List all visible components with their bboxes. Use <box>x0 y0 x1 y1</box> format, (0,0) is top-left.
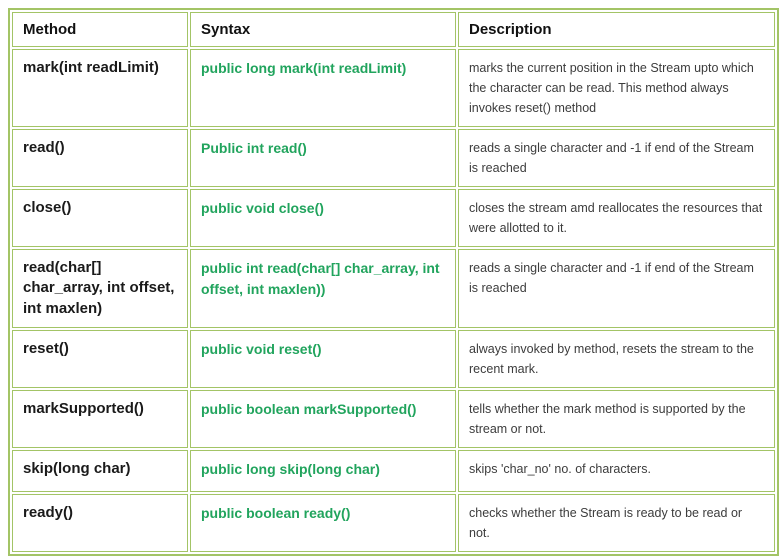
table-header-row <box>12 12 775 47</box>
table-row <box>12 494 775 552</box>
syntax-cell: public void close() <box>190 189 456 247</box>
method-cell: ready() <box>12 494 188 552</box>
table-row <box>12 390 775 448</box>
method-cell: skip(long char) <box>12 450 188 492</box>
description-cell: reads a single character and -1 if end of the Stream is reached <box>458 249 775 328</box>
description-cell: checks whether the Stream is ready to be read or not. <box>458 494 775 552</box>
description-cell: tells whether the mark method is supported by the stream or not. <box>458 390 775 448</box>
method-column-header: Method <box>12 12 188 47</box>
description-cell: reads a single character and -1 if end of the Stream is reached <box>458 129 775 187</box>
method-cell: markSupported() <box>12 390 188 448</box>
table-row <box>12 450 775 492</box>
description-cell: skips 'char_no' no. of characters. <box>458 450 775 492</box>
syntax-cell: public int read(char[] char_array, int offset, int maxlen)) <box>190 249 456 328</box>
table-row <box>12 249 775 328</box>
syntax-cell: public void reset() <box>190 330 456 388</box>
description-cell: closes the stream amd reallocates the resources that were allotted to it. <box>458 189 775 247</box>
syntax-cell: public long skip(long char) <box>190 450 456 492</box>
reader-methods-table <box>8 8 779 556</box>
table-row <box>12 189 775 247</box>
table-row <box>12 330 775 388</box>
method-cell: reset() <box>12 330 188 388</box>
table-row <box>12 49 775 127</box>
method-cell: read() <box>12 129 188 187</box>
syntax-cell: public boolean ready() <box>190 494 456 552</box>
syntax-cell: Public int read() <box>190 129 456 187</box>
method-cell: read(char[] char_array, int offset, int maxlen) <box>12 249 188 328</box>
table-row <box>12 129 775 187</box>
description-column-header: Description <box>458 12 775 47</box>
method-cell: mark(int readLimit) <box>12 49 188 127</box>
syntax-column-header: Syntax <box>190 12 456 47</box>
description-cell: always invoked by method, resets the stream to the recent mark. <box>458 330 775 388</box>
method-cell: close() <box>12 189 188 247</box>
syntax-cell: public long mark(int readLimit) <box>190 49 456 127</box>
description-cell: marks the current position in the Stream upto which the character can be read. This method always invokes reset() method <box>458 49 775 127</box>
syntax-cell: public boolean markSupported() <box>190 390 456 448</box>
